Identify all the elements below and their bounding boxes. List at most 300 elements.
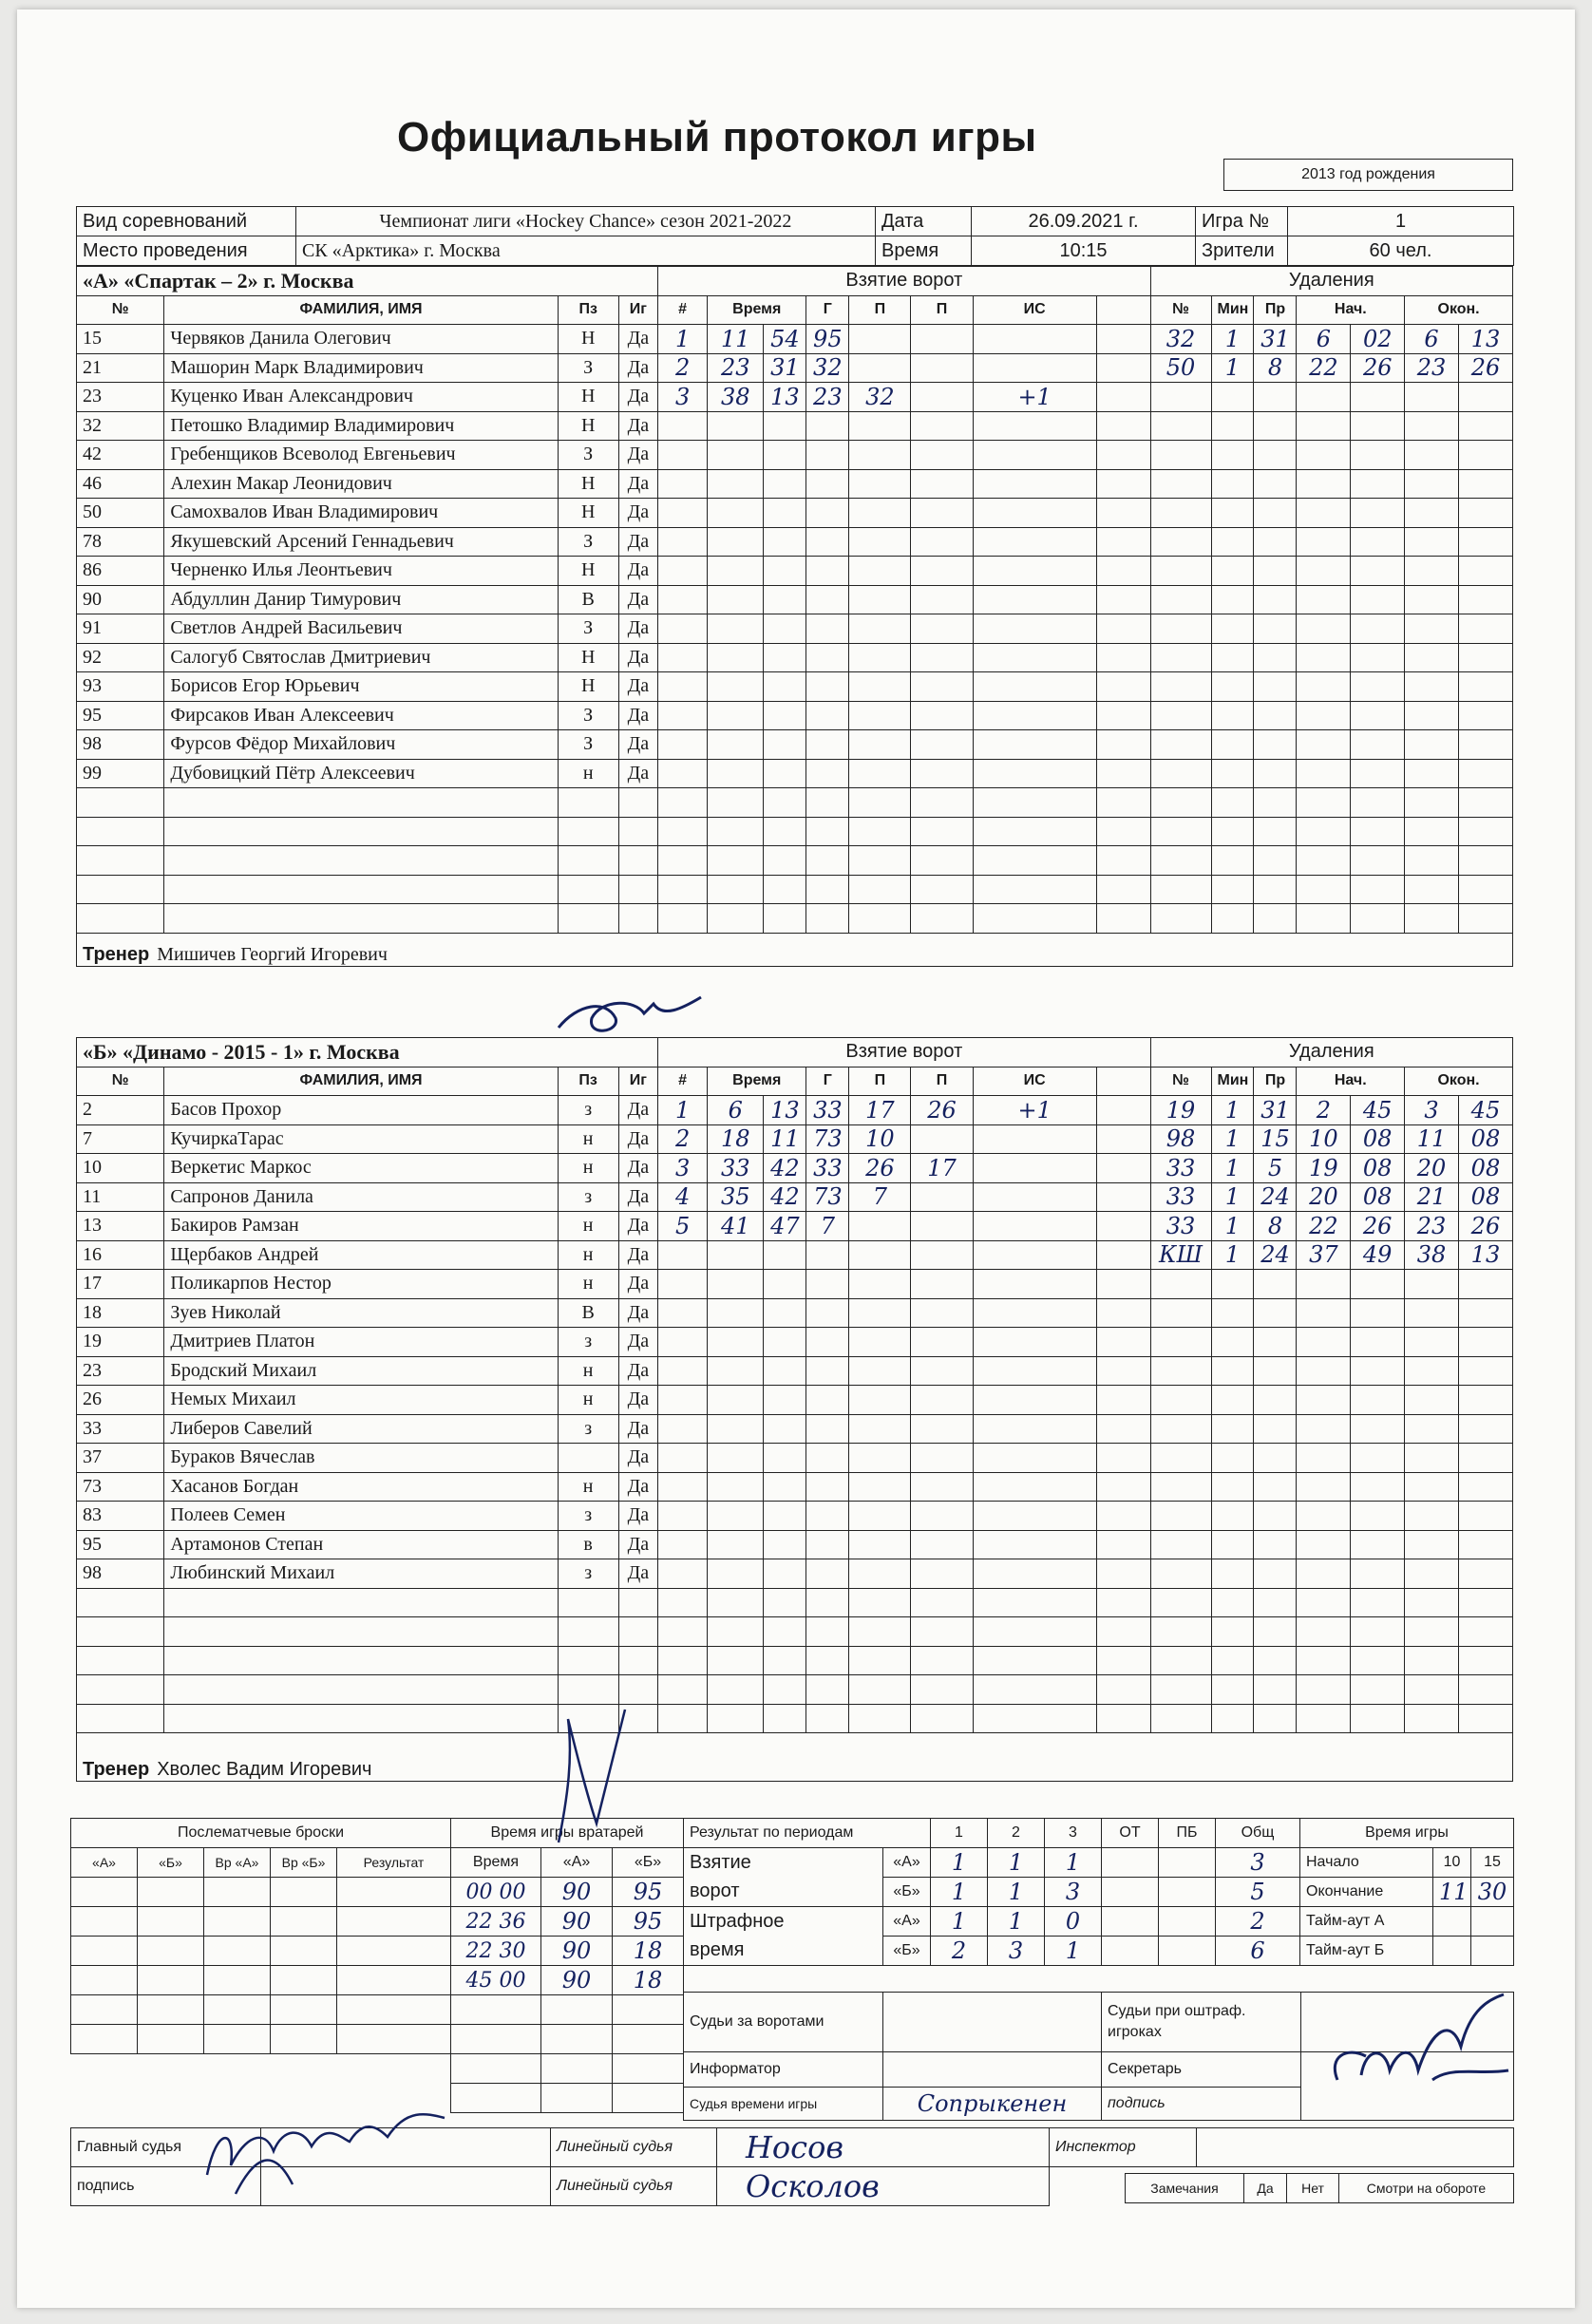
penalty-end-min [1405, 1298, 1459, 1328]
penalty-player [1150, 614, 1211, 644]
penalty-player: 33 [1150, 1154, 1211, 1183]
penalty-reason [1254, 701, 1297, 730]
penalty-start-min [1297, 643, 1351, 672]
player-number [77, 846, 164, 876]
goal-assist-2 [911, 701, 973, 730]
remarks-yes: Да [1244, 2174, 1287, 2203]
goal-number: 1 [658, 325, 708, 354]
player-played: Да [618, 1328, 657, 1357]
spacer [1096, 1588, 1150, 1617]
penalty-start-min [1297, 701, 1351, 730]
penalty-end-min [1405, 759, 1459, 788]
penalty-start-sec [1351, 1328, 1405, 1357]
spacer [1096, 469, 1150, 499]
player-position: Н [558, 383, 618, 412]
penalty-start-min [1297, 557, 1351, 586]
penalty-minutes [1211, 1270, 1254, 1299]
end-minute: 30 [1471, 1878, 1514, 1907]
col-goal-p2-header: П [911, 295, 973, 325]
player-row [77, 1414, 1513, 1444]
gk-empty [613, 2054, 684, 2084]
goal-situation [973, 701, 1096, 730]
player-name: Щербаков Андрей [164, 1240, 558, 1270]
page-title: Официальный протокол игры [397, 114, 1037, 161]
goal-assist-2 [911, 1124, 973, 1154]
ot-header: ОТ [1102, 1819, 1159, 1848]
goal-scorer [806, 701, 849, 730]
goal-number [658, 1240, 708, 1270]
penalty-end-min [1405, 1588, 1459, 1617]
pb-value [1159, 1907, 1216, 1937]
penalty-minutes [1211, 1502, 1254, 1531]
so-vrb: Вр «Б» [271, 1848, 337, 1878]
goal-assist-2 [911, 1270, 973, 1299]
player-name: Фурсов Фёдор Михайлович [164, 730, 558, 760]
competition-label: Вид соревнований [77, 207, 296, 236]
player-played: Да [618, 325, 657, 354]
gk-minute: 45 [465, 1968, 493, 1993]
goal-second [764, 1240, 806, 1270]
penalty-reason [1254, 1559, 1297, 1589]
player-played: Да [618, 527, 657, 557]
goal-minute: 11 [708, 325, 764, 354]
penalty-player [1150, 759, 1211, 788]
goal-second [764, 1704, 806, 1733]
protocol-sheet [17, 9, 1575, 2308]
goal-number: 2 [658, 353, 708, 383]
penalty-minutes [1211, 527, 1254, 557]
goal-second [764, 1559, 806, 1589]
penalty-player [1150, 1502, 1211, 1531]
player-played [618, 1588, 657, 1617]
player-row [77, 1124, 1513, 1154]
player-row [77, 1588, 1513, 1617]
penalty-start-min [1297, 1704, 1351, 1733]
player-name: Либеров Савелий [164, 1414, 558, 1444]
goal-assist-1 [849, 1356, 911, 1386]
player-played: Да [618, 585, 657, 614]
gk-empty [541, 2025, 613, 2054]
player-row [77, 1646, 1513, 1675]
penalty-minutes [1211, 499, 1254, 528]
player-number: 73 [77, 1472, 164, 1502]
player-number: 42 [77, 441, 164, 470]
goal-assist-2: 17 [911, 1154, 973, 1183]
col-goal-num-header: # [658, 295, 708, 325]
game-no-value: 1 [1288, 207, 1514, 236]
penalty-reason [1254, 1356, 1297, 1386]
penalty-end-min [1405, 1356, 1459, 1386]
gk-empty [451, 2025, 541, 2054]
spacer [1096, 730, 1150, 760]
penalty-start-min [1297, 614, 1351, 644]
penalty-minutes: 1 [1211, 325, 1254, 354]
player-played: Да [618, 643, 657, 672]
penalty-reason [1254, 643, 1297, 672]
penalty-end-sec: 26 [1458, 1212, 1512, 1241]
player-position: Н [558, 469, 618, 499]
player-number: 92 [77, 643, 164, 672]
penalty-start-sec [1351, 1588, 1405, 1617]
penalty-end-sec [1458, 1328, 1512, 1357]
spacer [1096, 701, 1150, 730]
date-value: 26.09.2021 г. [972, 207, 1196, 236]
penalty-player [1150, 1444, 1211, 1473]
player-row [77, 1530, 1513, 1559]
penalty-minutes [1211, 1472, 1254, 1502]
penalty-start-min [1297, 1646, 1351, 1675]
player-number: 18 [77, 1298, 164, 1328]
total-value: 2 [1216, 1907, 1300, 1937]
player-position: з [558, 1096, 618, 1125]
gk-second: 00 [499, 1968, 526, 1993]
gk-time [451, 1907, 541, 1937]
player-name [164, 846, 558, 876]
col-goal-p1-header: П [849, 1067, 911, 1096]
player-played: Да [618, 1240, 657, 1270]
goal-assist-1: 17 [849, 1096, 911, 1125]
penalty-minutes [1211, 614, 1254, 644]
goal-assist-1 [849, 1386, 911, 1415]
penalty-end-min [1405, 1675, 1459, 1705]
penalty-player [1150, 1588, 1211, 1617]
player-played: Да [618, 1182, 657, 1212]
goal-judges-label: Судьи за воротами [684, 1993, 883, 2052]
goal-number [658, 499, 708, 528]
player-number: 19 [77, 1328, 164, 1357]
goal-scorer: 23 [806, 383, 849, 412]
so-vra: Вр «А» [204, 1848, 271, 1878]
player-row [77, 759, 1513, 788]
time-value: 10:15 [972, 236, 1196, 266]
player-played: Да [618, 383, 657, 412]
spacer [1096, 1356, 1150, 1386]
pb-value [1159, 1848, 1216, 1878]
goal-assist-1 [849, 1240, 911, 1270]
gk-b-value: 18 [613, 1966, 684, 1995]
goal-assist-1 [849, 527, 911, 557]
player-row [77, 1472, 1513, 1502]
gk-row [451, 1937, 684, 1966]
so-result: Результат [337, 1848, 451, 1878]
penalty-end-sec: 26 [1458, 353, 1512, 383]
penalty-minutes: 1 [1211, 1124, 1254, 1154]
head-ref-label: Главный судья [71, 2128, 261, 2167]
period-row [684, 1848, 1300, 1878]
goal-scorer [806, 499, 849, 528]
player-position: В [558, 1298, 618, 1328]
player-row [77, 788, 1513, 818]
goal-assist-2 [911, 1617, 973, 1647]
spacer [1096, 441, 1150, 470]
goal-number [658, 1298, 708, 1328]
period-row-label: ворот [684, 1878, 883, 1907]
competition-value: Чемпионат лиги «Hockey Chance» сезон 2021-2022 [296, 207, 876, 236]
penalty-start-sec [1351, 672, 1405, 702]
penalty-player [1150, 701, 1211, 730]
penalty-start-min [1297, 1472, 1351, 1502]
goal-minute [708, 614, 764, 644]
penalty-reason [1254, 1588, 1297, 1617]
goal-assist-2 [911, 672, 973, 702]
period-row [684, 1907, 1300, 1937]
col-goal-time-header: Время [708, 1067, 806, 1096]
period-3-value: 3 [1045, 1878, 1102, 1907]
spacer [1096, 643, 1150, 672]
penalty-start-min [1297, 441, 1351, 470]
goal-situation [973, 875, 1096, 904]
goal-scorer [806, 1444, 849, 1473]
penalty-start-min [1297, 383, 1351, 412]
gk-empty [541, 1995, 613, 2025]
penalty-minutes [1211, 1704, 1254, 1733]
penalty-end-min: 6 [1405, 325, 1459, 354]
penalty-reason [1254, 1270, 1297, 1299]
col-pen-start-header: Нач. [1297, 1067, 1405, 1096]
goal-second [764, 1414, 806, 1444]
player-name: Любинский Михаил [164, 1559, 558, 1589]
spacer [1096, 1444, 1150, 1473]
spacer [1096, 1212, 1150, 1241]
penalty-reason: 8 [1254, 353, 1297, 383]
goal-assist-1 [849, 1270, 911, 1299]
player-name: Немых Михаил [164, 1386, 558, 1415]
goal-assist-2 [911, 1646, 973, 1675]
goal-number [658, 614, 708, 644]
goal-situation [973, 441, 1096, 470]
player-row [77, 1182, 1513, 1212]
penalty-end-min [1405, 1704, 1459, 1733]
penalty-start-sec [1351, 846, 1405, 876]
player-position [558, 904, 618, 934]
player-position: З [558, 527, 618, 557]
player-number: 32 [77, 411, 164, 441]
penalty-start-sec [1351, 469, 1405, 499]
penalty-reason [1254, 383, 1297, 412]
goal-second [764, 701, 806, 730]
player-position: н [558, 1472, 618, 1502]
penalty-end-sec [1458, 527, 1512, 557]
player-row [77, 614, 1513, 644]
gk-empty [541, 2054, 613, 2084]
goal-scorer [806, 1646, 849, 1675]
period-1-value: 1 [931, 1878, 988, 1907]
coach-label: Тренер [83, 1759, 150, 1780]
goal-scorer [806, 1240, 849, 1270]
player-number: 95 [77, 1530, 164, 1559]
player-name: Якушевский Арсений Геннадьевич [164, 527, 558, 557]
player-played: Да [618, 672, 657, 702]
ot-value [1102, 1878, 1159, 1907]
goal-situation [973, 643, 1096, 672]
goal-situation [973, 614, 1096, 644]
col-goal-g-header: Г [806, 295, 849, 325]
informer-label: Информатор [684, 2052, 883, 2088]
col-goal-g-header: Г [806, 1067, 849, 1096]
goal-number [658, 1675, 708, 1705]
gk-a-value: 90 [541, 1966, 613, 1995]
penalty-reason [1254, 557, 1297, 586]
goal-second [764, 904, 806, 934]
penalty-player: 33 [1150, 1212, 1211, 1241]
spacer [1096, 411, 1150, 441]
goal-assist-1 [849, 1704, 911, 1733]
game-no-label: Игра № [1196, 207, 1288, 236]
player-row [77, 1617, 1513, 1647]
penalty-minutes [1211, 1530, 1254, 1559]
goal-assist-1 [849, 759, 911, 788]
penalty-start-sec [1351, 1675, 1405, 1705]
goal-situation [973, 817, 1096, 846]
period-team-mark: «Б» [883, 1878, 931, 1907]
player-played [618, 817, 657, 846]
player-number [77, 1588, 164, 1617]
penalty-end-min [1405, 469, 1459, 499]
penalty-start-sec [1351, 1298, 1405, 1328]
period-row-label: Штрафное [684, 1907, 883, 1937]
penalty-end-sec [1458, 875, 1512, 904]
goal-scorer [806, 672, 849, 702]
gk-label: Время игры вратарей [451, 1819, 684, 1848]
line-ref-label-2: Линейный судья [551, 2167, 717, 2206]
goal-minute [708, 701, 764, 730]
goal-assist-1 [849, 1530, 911, 1559]
spacer [1096, 1617, 1150, 1647]
penalty-minutes: 1 [1211, 1240, 1254, 1270]
goal-situation [973, 1472, 1096, 1502]
goal-assist-2 [911, 817, 973, 846]
player-name: Зуев Николай [164, 1298, 558, 1328]
penalty-reason [1254, 904, 1297, 934]
period-team-mark: «А» [883, 1848, 931, 1878]
goal-minute [708, 1240, 764, 1270]
penalty-start-min: 22 [1297, 353, 1351, 383]
player-row [77, 325, 1513, 354]
penalty-end-sec [1458, 672, 1512, 702]
player-row [77, 672, 1513, 702]
goal-assist-1 [849, 325, 911, 354]
goal-assist-1 [849, 469, 911, 499]
gk-time [451, 1966, 541, 1995]
player-played: Да [618, 557, 657, 586]
penalty-end-min [1405, 527, 1459, 557]
penalty-start-sec [1351, 557, 1405, 586]
penalty-start-min [1297, 1386, 1351, 1415]
penalty-end-min [1405, 701, 1459, 730]
goal-situation [973, 1240, 1096, 1270]
goal-assist-1 [849, 411, 911, 441]
player-row [77, 904, 1513, 934]
player-name [164, 1588, 558, 1617]
player-row [77, 1270, 1513, 1299]
goal-minute [708, 1356, 764, 1386]
penalty-player: 32 [1150, 325, 1211, 354]
penalty-minutes [1211, 441, 1254, 470]
goal-assist-1 [849, 1502, 911, 1531]
end-label: Окончание [1300, 1878, 1433, 1907]
penalty-start-min: 6 [1297, 325, 1351, 354]
penalty-start-min [1297, 499, 1351, 528]
col-pen-pr-header: Пр [1254, 295, 1297, 325]
player-position: Н [558, 499, 618, 528]
periods-label: Результат по периодам [684, 1819, 931, 1848]
col-ig-header: Иг [618, 1067, 657, 1096]
player-row [77, 383, 1513, 412]
penalty-end-min [1405, 441, 1459, 470]
gk-second: 36 [499, 1909, 526, 1934]
goal-scorer [806, 1617, 849, 1647]
player-name: КучиркаТарас [164, 1124, 558, 1154]
penalty-end-sec [1458, 1675, 1512, 1705]
goal-assist-2 [911, 1559, 973, 1589]
goal-minute [708, 1502, 764, 1531]
goal-second [764, 1617, 806, 1647]
goal-scorer [806, 1270, 849, 1299]
penalty-end-min [1405, 614, 1459, 644]
player-played [618, 846, 657, 876]
period-2-value: 1 [988, 1848, 1045, 1878]
penalty-minutes [1211, 1414, 1254, 1444]
gk-b-value: 95 [613, 1907, 684, 1937]
penalty-reason [1254, 499, 1297, 528]
spacer [1096, 759, 1150, 788]
goal-scorer [806, 730, 849, 760]
col-pen-pr-header: Пр [1254, 1067, 1297, 1096]
goal-situation [973, 904, 1096, 934]
goal-situation [973, 585, 1096, 614]
penalty-end-sec [1458, 557, 1512, 586]
goal-assist-1 [849, 557, 911, 586]
goal-assist-2 [911, 1502, 973, 1531]
birth-year: 2013 год рождения [1224, 160, 1513, 191]
player-row [77, 1154, 1513, 1183]
player-name: Сапронов Данила [164, 1182, 558, 1212]
goal-second: 42 [764, 1154, 806, 1183]
goal-situation [973, 499, 1096, 528]
goal-assist-1 [849, 1617, 911, 1647]
goal-second [764, 643, 806, 672]
penalty-start-sec [1351, 411, 1405, 441]
penalty-minutes [1211, 730, 1254, 760]
player-played: Да [618, 759, 657, 788]
signature-label: подпись [1102, 2088, 1301, 2121]
goal-minute [708, 875, 764, 904]
penalty-end-min [1405, 557, 1459, 586]
goal-second [764, 1444, 806, 1473]
penalty-end-sec [1458, 904, 1512, 934]
player-number [77, 1675, 164, 1705]
col-pen-end-header: Окон. [1405, 295, 1513, 325]
goal-assist-2 [911, 1240, 973, 1270]
period-1-header: 1 [931, 1819, 988, 1848]
penalty-end-min [1405, 846, 1459, 876]
penalty-start-min [1297, 1559, 1351, 1589]
player-played: Да [618, 1414, 657, 1444]
player-row [77, 701, 1513, 730]
goal-minute [708, 788, 764, 818]
time-label: Время [876, 236, 972, 266]
player-position: н [558, 1212, 618, 1241]
penalty-start-sec [1351, 441, 1405, 470]
goal-situation [973, 1212, 1096, 1241]
goal-assist-2 [911, 1212, 973, 1241]
player-name: Светлов Андрей Васильевич [164, 614, 558, 644]
goal-situation [973, 353, 1096, 383]
goal-number [658, 643, 708, 672]
penalty-start-min: 20 [1297, 1182, 1351, 1212]
col-goal-p1-header: П [849, 295, 911, 325]
player-name: Гребенщиков Всеволод Евгеньевич [164, 441, 558, 470]
